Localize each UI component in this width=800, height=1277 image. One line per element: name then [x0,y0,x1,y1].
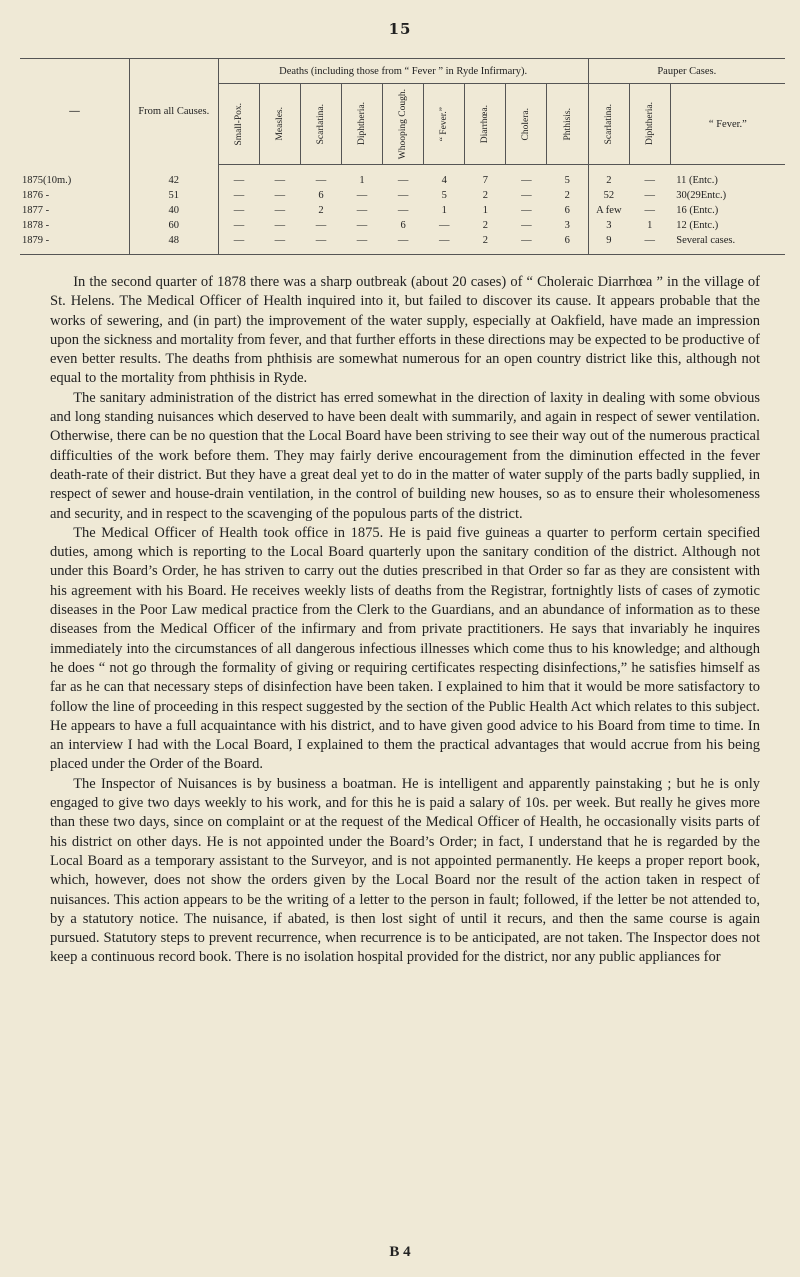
col-header-phthisis: Phthisis. [547,84,588,165]
stub-header: — [20,59,129,165]
table-cell: 1 [359,175,365,186]
row-year: 1879 - [22,235,50,246]
table-cell: 42 [129,165,218,189]
table-cell: 11 (Entc.) [676,175,718,186]
paragraph-sanitary-administration: The sanitary administration of the district has erred somewhat in the direction of laxity in dealing with some obvious and long standing nuisances which deserved to have been dealt with summarily, and again in respect of sewer ventilation. Otherwise, there can be no question that the Local Board have been striving to see their way out of the numerous practical difficulties of the work before them. They may fairly derive encouragement from the diminution effected in the fever death-rate of their district. But they have a great deal yet to do in the matter of water supply of the parts badly supplied, in respect of sewer and house-drain ventilation, in the control of building new houses, so as to ensure their wholesomeness and security, and in respect to the scavenging of the populous parts of the district. [50,389,760,522]
col-header-diphtheria: Diphtheria. [341,84,382,165]
table-cell: 2 [482,220,488,231]
table-cell: — [274,190,286,201]
table-cell: 51 [129,188,218,203]
table-cell: — [521,175,532,186]
row-year: 1878 - [22,220,50,231]
table-cell: 2 [482,235,488,246]
table-cell: — [521,205,532,216]
table-cell: — [397,205,409,216]
table-cell: 48 [129,233,218,255]
table-row [20,233,785,255]
table-cell: Several cases. [676,235,736,246]
col-header-measles: Measles. [259,84,300,165]
page-number: 15 [388,20,412,38]
table-cell: 3 [564,220,570,231]
table-cell: 6 [564,235,570,246]
col-header-pauper-diphtheria: Diphtheria. [629,84,670,165]
table-cell: 52 [588,188,629,203]
table-cell: — [644,190,655,201]
table-cell: 2 [482,190,488,201]
table-cell: 2 [564,190,570,201]
table-cell: — [315,235,327,246]
table-cell: — [438,235,450,246]
table-cell: — [356,205,368,216]
table-cell: A few [588,203,629,218]
table-cell: — [218,203,259,218]
table-cell: 60 [129,218,218,233]
table-cell: 5 [441,190,447,201]
table-cell: 6 [318,190,324,201]
col-header-pauper-fever: “ Fever.” [670,84,785,165]
table-cell: 3 [588,218,629,233]
from-all-causes-header: From all Causes. [129,59,218,165]
table-cell: 6 [564,205,570,216]
table-cell: 1 [482,205,488,216]
report-text [50,273,760,968]
table-cell: 1 [647,220,653,231]
table-cell: — [274,235,286,246]
signature-mark: B 4 [389,1244,411,1260]
table-cell: — [644,175,655,186]
table-row [20,203,785,218]
table-bottom-rule [20,255,785,256]
table-cell: — [218,218,259,233]
col-header-scarlatina: Scarlatina. [300,84,341,165]
table-cell: 2 [318,205,324,216]
table-cell: — [397,175,409,186]
paragraph-inspector-of-nuisances: The Inspector of Nuisances is by business a boatman. He is intelligent and apparently painstaking ; but he is only engaged to give two days weekly to his work, and for this he is paid a salary of 10s. per week. But really he gives more than these two days, since on complaint or at the request of the Medical Officer of Health, he occasionally visits parts of his district on other days. He is not appointed under the Board’s Order; in fact, I understand that he is regarded by the Local Board as a temporary assistant to the Surveyor, and is not appointed permanently. He keeps a proper report book, which, however, does not show the orders given by the Local Board nor the result of the action taken in respect of nuisances. This action appears to be the writing of a letter to the person in fault; followed, if the letter be not attended to, by a statutory notice. The nuisance, if abated, is then lost sight of until it recurs, and then the same course is again pursued. Statutory steps to prevent recurrence, when recurrence is to be anticipated, are not taken. The Inspector does not keep a continuous record book. There is no isolation hospital provided for the district, nor any public appliances for [50,775,760,966]
mortality-table [20,58,785,255]
deaths-group-header: Deaths (including those from “ Fever ” in Ryde Infirmary). [218,59,588,84]
table-cell: 2 [588,165,629,189]
table-cell: — [315,220,327,231]
table-cell: 1 [441,205,447,216]
table-row [20,188,785,203]
table-cell: 12 (Entc.) [676,220,719,231]
col-header-diarrhoea: Diarrhœa. [465,84,506,165]
col-header-cholera: Cholera. [506,84,547,165]
table-cell: — [521,235,532,246]
col-header-fever: “ Fever.” [424,84,465,165]
paragraph-outbreak: In the second quarter of 1878 there was a sharp outbreak (about 20 cases) of “ Choleraic Diarrhœa ” in the village of St. Helens. The Medical Officer of Health inquired into it, but failed to discover its cause. It appears probable that the works of sewering, and (in part) the improvement of the water supply, especially at Oakfield, have made an impression upon the sickness and mortality from fever, and that further efforts in these directions may be expected to be productive of even better results. The deaths from phthisis are somewhat numerous for an open country district like this, although not equal to the mortality from phthisis in Ryde. [50,274,760,387]
table-cell: — [521,220,532,231]
table-cell: — [274,175,286,186]
paragraph-medical-officer: The Medical Officer of Health took office in 1875. He is paid five guineas a quarter to perform certain specified duties, among which is reporting to the Local Board quarterly upon the sanitary condition of the district. Although not under this Board’s Order, he has striven to carry out the duties prescribed in that Order so far as they are consistent with his agreement with his Board. He receives weekly lists of deaths from the Registrar, fortnightly lists of cases of zymotic diseases in the Poor Law medical practice from the Clerk to the Guardians, and an abundance of information as to these diseases from the Medical Officer of the infirmary and from private practitioners. He says that invariably he inquires immediately into the circumstances of all dangerous infectious illnesses which come thus to his knowledge; and although he does “ not go through the formality of giving or requiring certificates respecting disinfections,” he satisfies himself as far as he can that necessary steps of disinfection have been taken. I explained to him that it would be more satisfactory to follow the line of proceeding in this respect suggested by the section of the Public Health Act which relates to this subject. He appears to have a full acquaintance with his district, and to have given good advice to his Board from time to time. In an interview I had with the Local Board, I explained to them the practical advantages that would accrue from his being placed under the Order of the Board. [50,524,760,773]
table-cell: — [274,220,286,231]
table-cell: 5 [564,175,570,186]
table-cell: — [218,165,259,189]
row-year: 1877 - [22,205,50,216]
row-year: 1875(10m.) [22,174,72,186]
table-cell: — [438,220,450,231]
table-cell: — [397,235,409,246]
table-cell: — [315,175,327,186]
col-header-whooping-cough: Whooping Cough. [383,84,424,165]
table-cell: — [521,190,532,201]
table-cell: — [644,205,655,216]
table-cell: 9 [588,233,629,255]
table-cell: — [218,188,259,203]
table-cell: — [356,190,368,201]
table-cell: — [397,190,409,201]
table-cell: 30(29Entc.) [676,190,727,201]
table-cell: 16 (Entc.) [676,205,719,216]
col-header-pauper-scarlatina: Scarlatina. [588,84,629,165]
table-cell: 4 [441,175,447,186]
table-cell: — [644,235,655,246]
table-cell: 6 [400,220,406,231]
table-cell: — [356,235,368,246]
table-cell: — [356,220,368,231]
table-row [20,165,785,189]
table-row [20,218,785,233]
table-cell: — [218,233,259,255]
table-cell: 7 [482,175,488,186]
row-year: 1876 - [22,190,50,201]
pauper-group-header: Pauper Cases. [588,59,785,84]
col-header-small-pox: Small-Pox. [218,84,259,165]
table-cell: — [274,205,286,216]
table-cell: 40 [129,203,218,218]
